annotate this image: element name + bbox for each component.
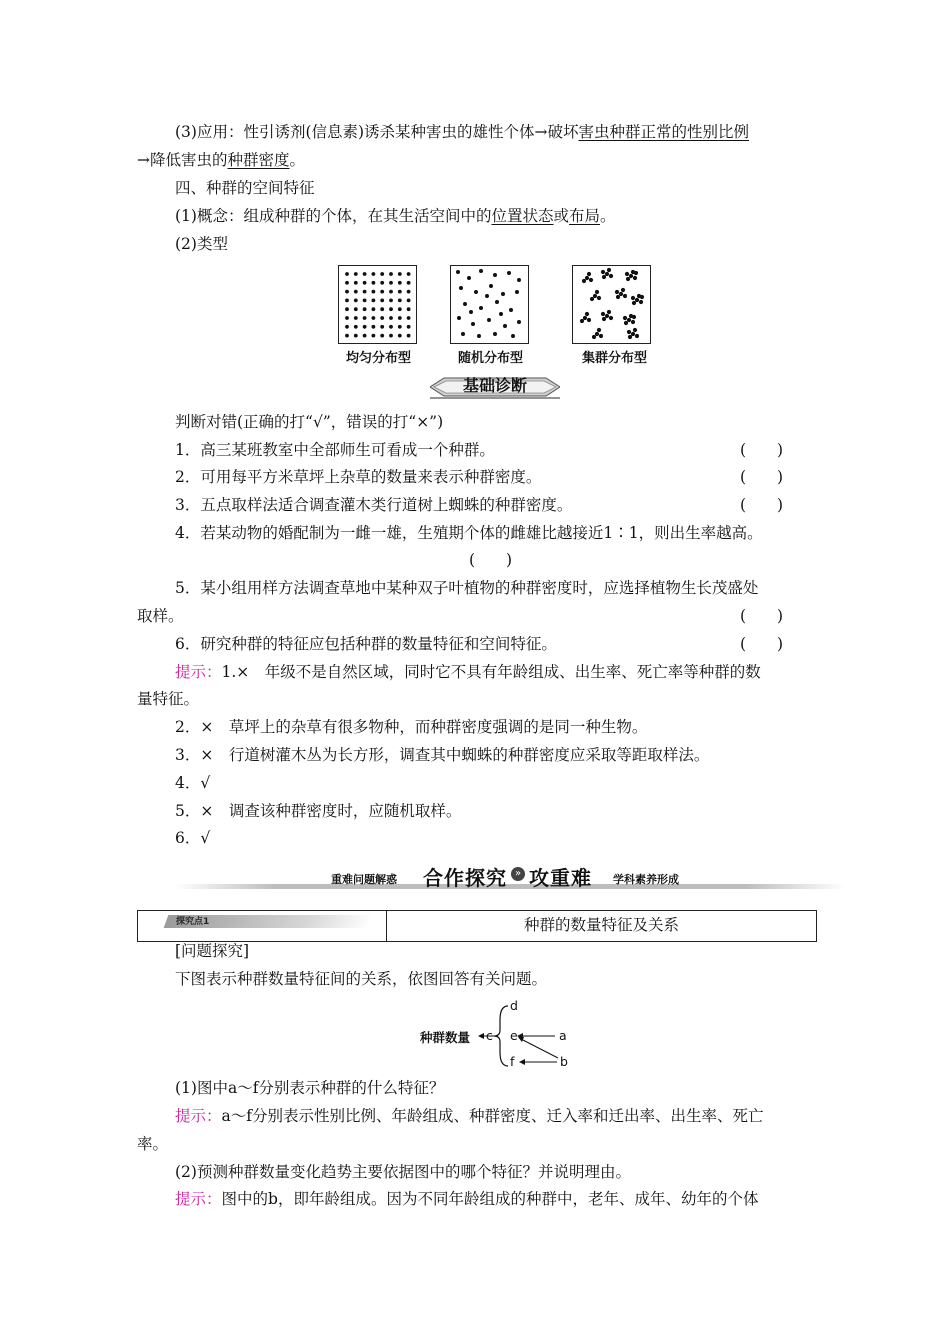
uniform-dot [398, 281, 402, 285]
uniform-dot [363, 334, 367, 338]
random-dot [511, 334, 515, 338]
section-left-text: 重难问题解惑 [331, 873, 397, 886]
random-dot [467, 276, 471, 280]
section-center-text: 合作探究 [423, 866, 507, 890]
question-trend: (2)预测种群数量变化趋势主要依据图中的哪个特征？并说明理由。 [175, 1163, 631, 1181]
uniform-dot [372, 281, 376, 285]
caption-uniform: 均匀分布型 [346, 351, 412, 366]
question-2: 2．可用每平方米草坪上杂草的数量来表示种群密度。 [175, 468, 542, 486]
clumped-dot [631, 332, 635, 336]
uniform-dot [372, 316, 376, 320]
uniform-dot [372, 334, 376, 338]
answer-6: 6．√ [175, 829, 211, 847]
clumped-dot [609, 274, 613, 278]
clumped-dot [597, 328, 601, 332]
uniform-dot [389, 334, 393, 338]
question-a-f: (1)图中a～f分别表示种群的什么特征？ [175, 1079, 445, 1097]
uniform-dot [345, 316, 349, 320]
clumped-dot [619, 292, 623, 296]
question-4: 4．若某动物的婚配制为一雌一雄，生殖期个体的雌雄比越接近1∶1，则出生率越高。 [175, 524, 763, 542]
answer-trend: 提示：图中的b，即年龄组成。因为不同年龄组成的种群中，老年、成年、幼年的个体 [175, 1190, 759, 1208]
uniform-dot [398, 290, 402, 294]
clumped-dot [605, 314, 609, 318]
clumped-dot [635, 334, 639, 338]
population-size-label: 种群数量 [420, 1030, 471, 1045]
diagram-letter-e: e [510, 1028, 518, 1043]
tip-label: 提示： [175, 1190, 222, 1208]
clumped-dot [627, 318, 631, 322]
uniform-dot [372, 272, 376, 276]
clumped-dot [595, 332, 599, 336]
relationship-diagram [420, 996, 580, 1072]
uniform-dot [363, 281, 367, 285]
section-center-text-2: 攻重难 [529, 866, 592, 890]
random-dot [457, 316, 461, 320]
answer-5: 5．× 调查该种群密度时，应随机取样。 [175, 802, 462, 820]
question-1: 1．高三某班教室中全部师生可看成一个种群。 [175, 441, 495, 459]
diagram-letter-a: a [559, 1028, 567, 1043]
clumped-dot [602, 317, 606, 321]
random-dot [499, 312, 503, 316]
tip-label: 提示： [175, 663, 222, 681]
clumped-dot [631, 296, 635, 300]
clumped-dot [602, 275, 606, 279]
uniform-dot [363, 307, 367, 311]
answer-blank-5: ( ) [740, 607, 784, 625]
clumped-dot [601, 312, 605, 316]
uniform-dot [407, 281, 411, 285]
uniform-dot [380, 334, 384, 338]
uniform-dot [354, 325, 358, 329]
problem-intro: 下图表示种群数量特征间的关系，依图回答有关问题。 [175, 970, 548, 988]
random-dots [451, 266, 528, 343]
answer-a-f-line-2: 率。 [137, 1135, 169, 1153]
random-dot [461, 332, 465, 336]
uniform-dots [339, 266, 416, 343]
answer-1-line-1: 提示：1.× 年级不是自然区域，同时它不具有年龄组成、出生率、死亡率等种群的数 [175, 663, 761, 681]
uniform-dot [354, 281, 358, 285]
uniform-dot [345, 290, 349, 294]
clumped-dot [635, 298, 639, 302]
answer-2: 2．× 草坪上的杂草有很多物种，而种群密度强调的是同一种生物。 [175, 718, 648, 736]
uniform-dot [380, 281, 384, 285]
clumped-dot [616, 295, 620, 299]
uniform-dot [363, 290, 367, 294]
random-distribution-figure [450, 265, 529, 344]
uniform-dot [389, 316, 393, 320]
random-dot [459, 286, 463, 290]
basic-diagnosis-banner [430, 374, 560, 400]
uniform-dot [372, 290, 376, 294]
random-dot [479, 306, 483, 310]
diagram-letter-b: b [560, 1054, 568, 1069]
random-dot [517, 320, 521, 324]
uniform-dot [380, 272, 384, 276]
random-dot [517, 278, 521, 282]
application-line-1: (3)应用：性引诱剂(信息素)诱杀某种害虫的雄性个体→破坏害虫种群正常的性别比例 [175, 123, 750, 141]
uniform-dot [380, 299, 384, 303]
random-dot [471, 322, 475, 326]
answer-a-f-line-1: 提示：a～f分别表示性别比例、年龄组成、种群密度、迁入率和迁出率、出生率、死亡 [175, 1107, 764, 1125]
clumped-dot [623, 316, 627, 320]
clumped-dots [573, 266, 650, 343]
uniform-dot [363, 316, 367, 320]
clumped-dot [607, 310, 611, 314]
explore-tag-text: 探究点1 [176, 917, 210, 927]
answer-blank-3: ( ) [740, 496, 784, 514]
uniform-dot [354, 307, 358, 311]
random-dot [487, 318, 491, 322]
clumped-dot [626, 277, 630, 281]
uniform-dot [407, 290, 411, 294]
question-5-line-2: 取样。 [137, 607, 184, 625]
random-dot [507, 271, 511, 275]
clumped-dot [597, 296, 601, 300]
concept-line: (1)概念：组成种群的个体，在其生活空间中的位置状态或布局。 [175, 207, 616, 225]
uniform-dot [398, 325, 402, 329]
uniform-dot [372, 299, 376, 303]
clumped-dot [634, 271, 638, 275]
uniform-dot [372, 307, 376, 311]
answer-blank-2: ( ) [740, 468, 784, 486]
types-label: (2)类型 [175, 235, 228, 253]
question-5-line-1: 5．某小组用样方法调查草地中某种双子叶植物的种群密度时，应选择植物生长茂盛处 [175, 579, 759, 597]
clumped-dot [589, 278, 593, 282]
clumped-dot [592, 335, 596, 339]
random-dot [456, 270, 460, 274]
answer-1-line-2: 量特征。 [137, 690, 200, 708]
clumped-dot [585, 276, 589, 280]
clumped-dot [640, 295, 644, 299]
uniform-dot [380, 290, 384, 294]
random-dot [477, 334, 481, 338]
clumped-dot [587, 318, 591, 322]
uniform-dot [389, 325, 393, 329]
question-6: 6．研究种群的特征应包括种群的数量特征和空间特征。 [175, 635, 557, 653]
clumped-dot [627, 330, 631, 334]
clumped-dot [601, 270, 605, 274]
chevron-right-icon: » [511, 867, 525, 881]
clumped-dot [599, 334, 603, 338]
uniform-dot [354, 334, 358, 338]
clumped-dot [621, 288, 625, 292]
heading-spatial: 四、种群的空间特征 [175, 179, 315, 197]
uniform-dot [380, 325, 384, 329]
answer-blank-4: ( ) [469, 551, 513, 569]
uniform-dot [345, 272, 349, 276]
random-dot [489, 284, 493, 288]
clumped-dot [585, 312, 589, 316]
uniform-dot [389, 281, 393, 285]
random-dot [495, 300, 499, 304]
clumped-dot [629, 274, 633, 278]
random-dot [474, 290, 478, 294]
uniform-dot [380, 307, 384, 311]
uniform-dot [345, 307, 349, 311]
clumped-dot [615, 290, 619, 294]
uniform-dot [354, 272, 358, 276]
diagram-letter-c: c [486, 1028, 493, 1043]
clumped-dot [587, 272, 591, 276]
clumped-dot [605, 272, 609, 276]
clumped-dot [631, 320, 635, 324]
clumped-dot [595, 290, 599, 294]
uniform-dot [407, 272, 411, 276]
banner-title: 基础诊断 [462, 376, 527, 395]
clumped-dot [633, 276, 637, 280]
explore-point-tag-cell [138, 911, 387, 941]
uniform-dot [345, 325, 349, 329]
question-3: 3．五点取样法适合调查灌木类行道树上蜘蛛的种群密度。 [175, 496, 573, 514]
uniform-dot [389, 272, 393, 276]
clumped-dot [582, 279, 586, 283]
explore-point-table [137, 910, 817, 942]
clumped-dot [628, 335, 632, 339]
caption-clumped: 集群分布型 [582, 351, 648, 366]
explore-point-title: 种群的数量特征及关系 [523, 916, 679, 934]
answer-4: 4．√ [175, 774, 211, 792]
clumped-dot [593, 294, 597, 298]
clumped-dot [625, 272, 629, 276]
uniform-dot [372, 325, 376, 329]
uniform-dot [389, 307, 393, 311]
clumped-dot [609, 316, 613, 320]
uniform-dot [354, 290, 358, 294]
uniform-dot [345, 281, 349, 285]
uniform-dot [407, 307, 411, 311]
uniform-dot [398, 316, 402, 320]
random-dot [479, 269, 483, 273]
clumped-dot [590, 297, 594, 301]
section-bar-line [175, 862, 845, 892]
answer-3: 3．× 行道树灌木丛为长方形，调查其中蜘蛛的种群密度应采取等距取样法。 [175, 746, 710, 764]
uniform-dot [389, 299, 393, 303]
uniform-dot [363, 272, 367, 276]
uniform-dot [407, 334, 411, 338]
clumped-distribution-figure [572, 265, 651, 344]
clumped-dot [632, 301, 636, 305]
clumped-dot [580, 319, 584, 323]
uniform-dot [407, 299, 411, 303]
answer-blank-1: ( ) [740, 441, 784, 459]
section-right-text: 学科素养形成 [613, 873, 679, 886]
uniform-distribution-figure [338, 265, 417, 344]
problem-heading: [问题探究] [175, 942, 250, 960]
uniform-dot [398, 307, 402, 311]
random-dot [469, 310, 473, 314]
clumped-dot [583, 316, 587, 320]
clumped-dot [632, 315, 636, 319]
uniform-dot [345, 299, 349, 303]
random-dot [493, 332, 497, 336]
random-dot [493, 273, 497, 277]
caption-random: 随机分布型 [458, 351, 524, 366]
random-dot [515, 290, 519, 294]
random-dot [509, 308, 513, 312]
uniform-dot [407, 325, 411, 329]
uniform-dot [398, 334, 402, 338]
tip-label: 提示： [175, 1107, 222, 1125]
judge-intro: 判断对错(正确的打“√”，错误的打“×”) [175, 413, 444, 431]
clumped-dot [624, 321, 628, 325]
uniform-dot [398, 299, 402, 303]
uniform-dot [345, 334, 349, 338]
uniform-dot [354, 299, 358, 303]
uniform-dot [363, 325, 367, 329]
random-dot [463, 302, 467, 306]
uniform-dot [363, 299, 367, 303]
uniform-dot [407, 316, 411, 320]
application-line-2: →降低害虫的种群密度。 [137, 151, 306, 169]
uniform-dot [398, 272, 402, 276]
diagram-letter-f: f [510, 1054, 515, 1069]
uniform-dot [389, 290, 393, 294]
diagram-letter-d: d [510, 998, 518, 1013]
random-dot [485, 294, 489, 298]
clumped-dot [607, 268, 611, 272]
section-bar [175, 862, 845, 892]
clumped-dot [633, 328, 637, 332]
uniform-dot [354, 316, 358, 320]
random-dot [503, 324, 507, 328]
clumped-dot [639, 300, 643, 304]
random-dot [501, 292, 505, 296]
answer-blank-6: ( ) [740, 635, 784, 653]
uniform-dot [380, 316, 384, 320]
clumped-dot [623, 294, 627, 298]
